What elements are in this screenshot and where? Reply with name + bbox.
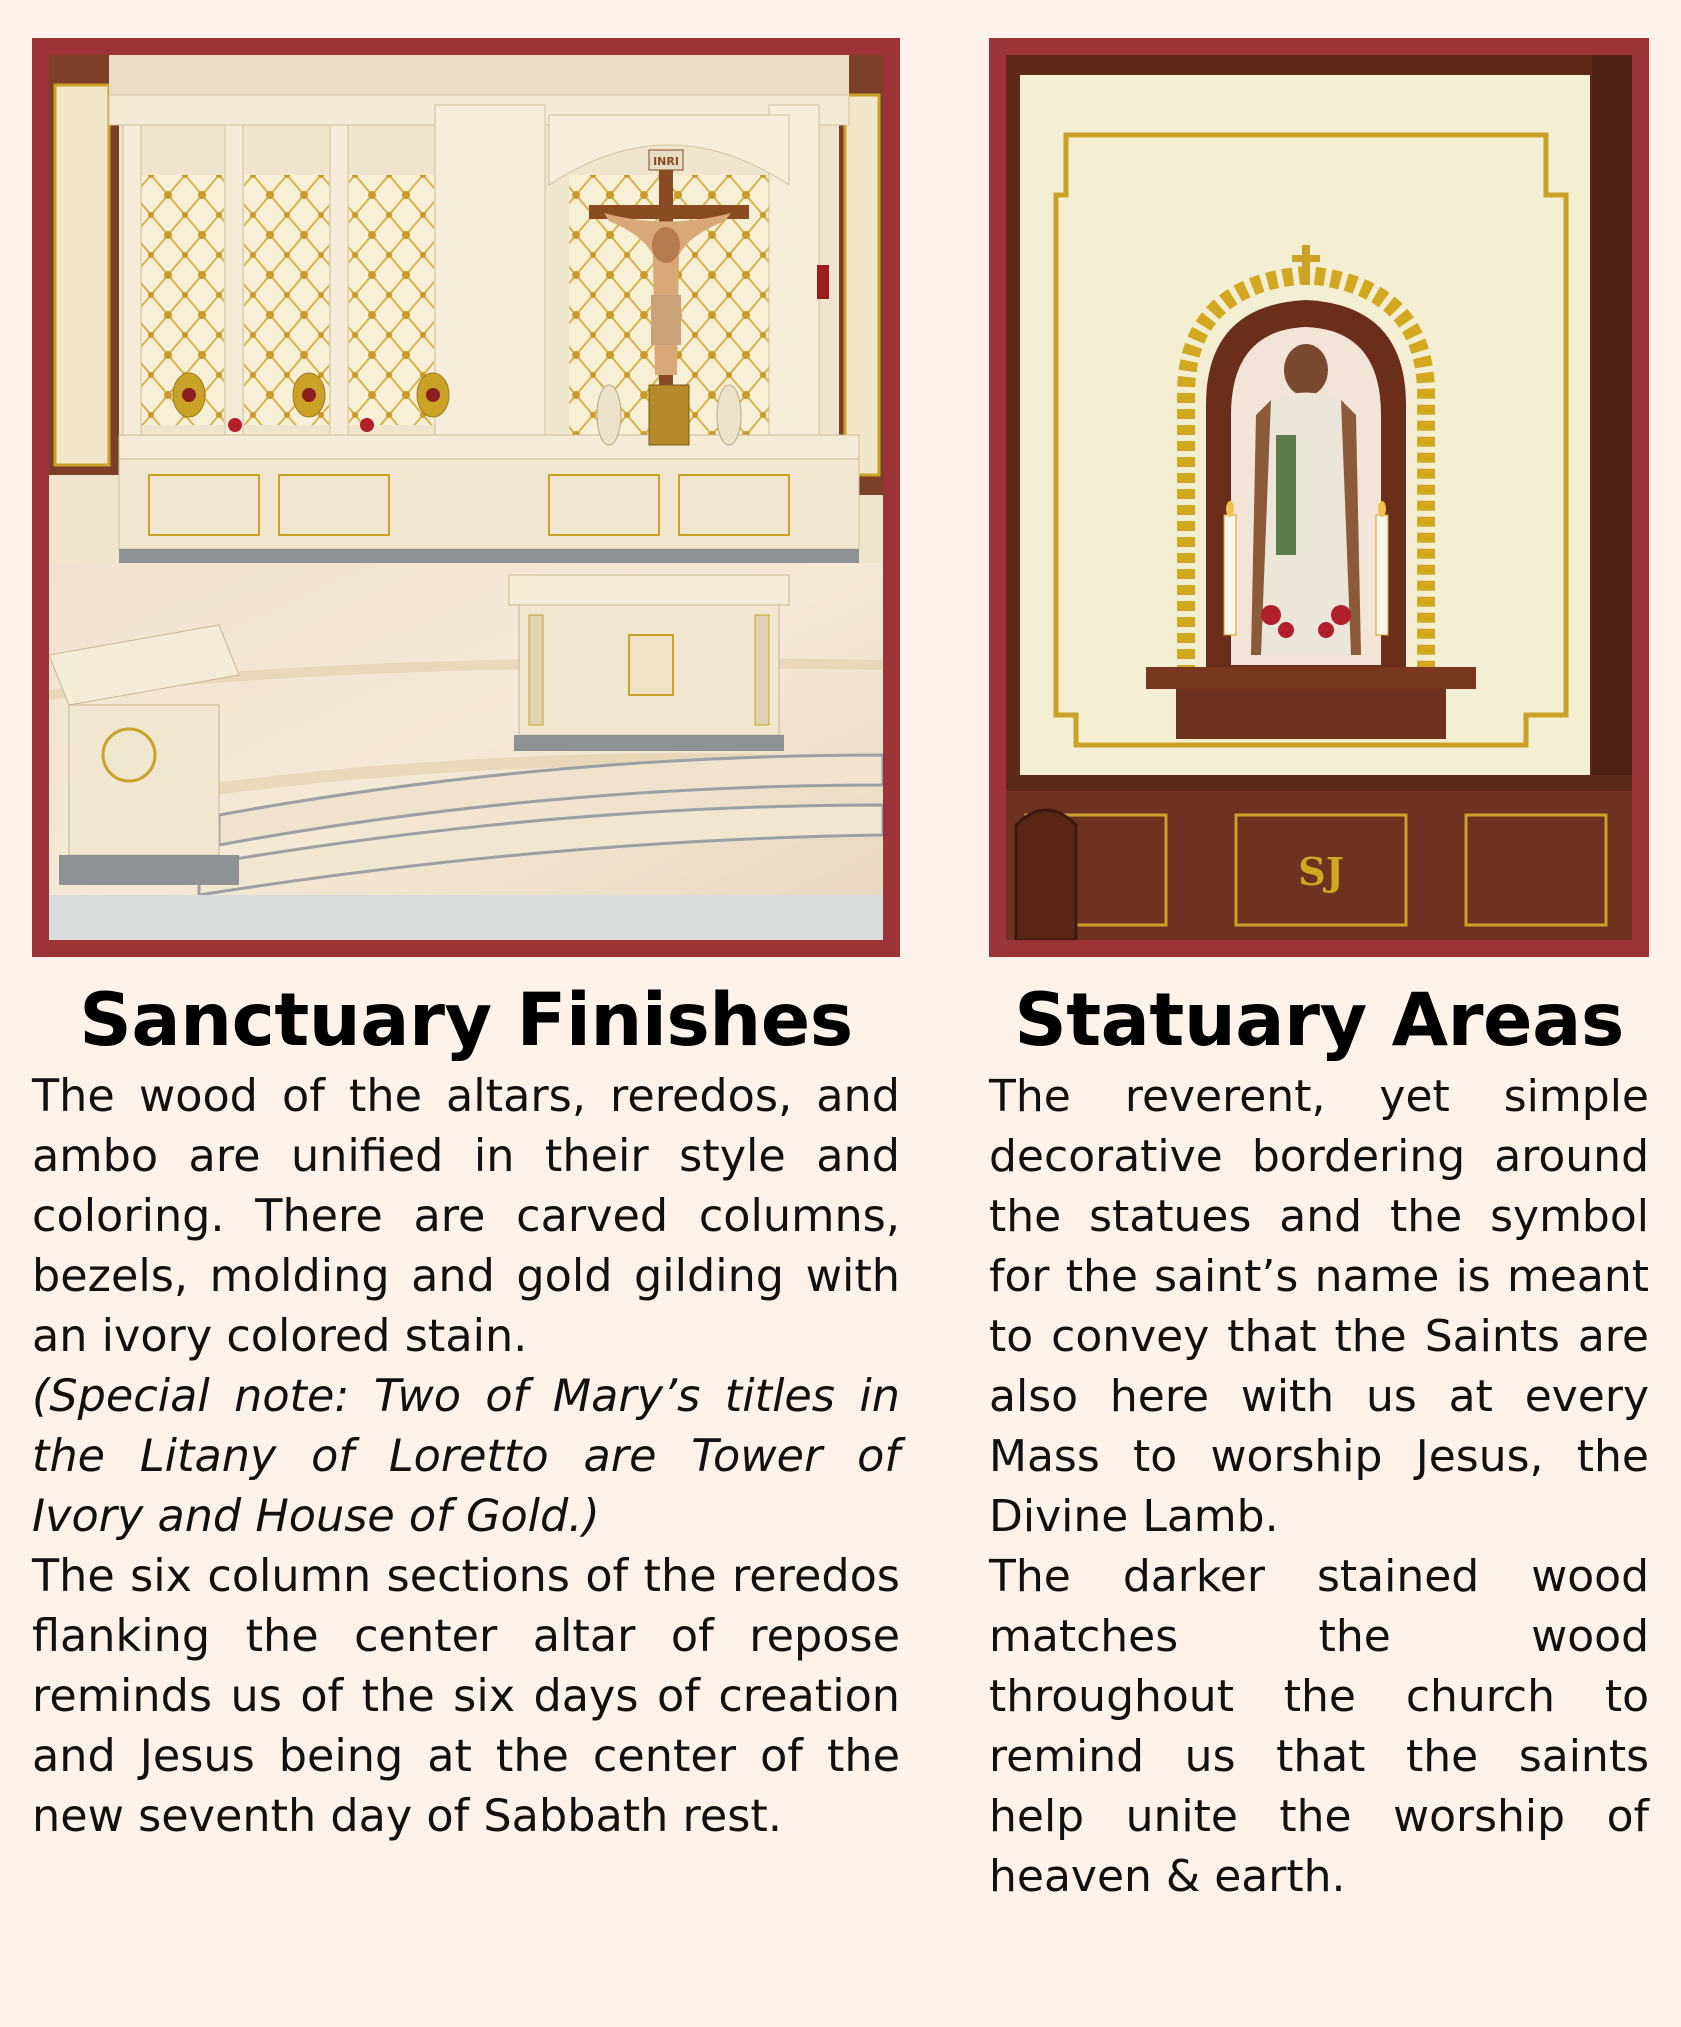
sanctuary-paragraph-1: The wood of the altars, reredos, and ambo are unified in their style and coloring. There are carved columns, bezels, molding and gold gilding with an ivory colored stain. [32, 1070, 900, 1362]
statuary-paragraph-2: The darker stained wood matches the wood throughout the church to remind us that the saints help unite the worship of heaven & earth. [989, 1550, 1649, 1902]
statuary-image [1006, 55, 1632, 940]
sanctuary-finishes-text [32, 1067, 900, 1847]
inri-inscription: INRI [653, 155, 679, 168]
sanctuary-image [49, 55, 883, 940]
sj-monogram: SJ [1298, 849, 1344, 894]
statuary-image-frame [989, 38, 1649, 957]
sanctuary-paragraph-2: The six column sections of the reredos flanking the center altar of repose reminds us of the six days of creation and Jesus being at the center of the new seventh day of Sabbath rest. [32, 1550, 900, 1842]
statuary-areas-text [989, 1067, 1649, 1907]
sanctuary-illustration [49, 55, 883, 940]
sanctuary-image-frame [32, 38, 900, 957]
statuary-areas-heading: Statuary Areas [1014, 978, 1624, 1063]
statuary-areas-section [989, 38, 1649, 1907]
sanctuary-finishes-section [32, 38, 900, 1847]
statuary-paragraph-1: The reverent, yet simple decorative bordering around the statues and the symbol for the saint’s name is meant to convey that the Saints are also here with us at every Mass to worship Jesus, the Divine Lamb. [989, 1070, 1649, 1542]
sanctuary-special-note: (Special note: Two of Mary’s titles in the Litany of Loretto are Tower of Ivory and House of Gold.) [32, 1370, 900, 1542]
sanctuary-finishes-heading: Sanctuary Finishes [79, 978, 853, 1063]
statuary-illustration [1006, 55, 1632, 940]
